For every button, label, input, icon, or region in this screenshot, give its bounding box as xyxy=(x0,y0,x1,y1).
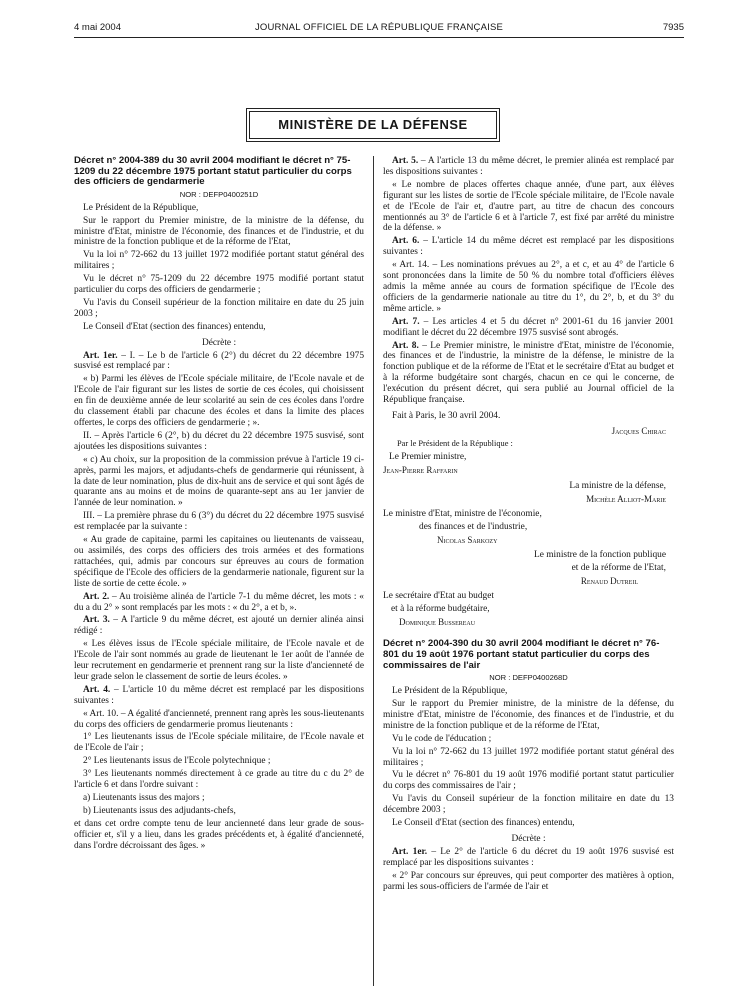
article-4 xyxy=(74,685,364,707)
decree2-para: Le Président de la République, xyxy=(392,686,508,697)
journal-title: JOURNAL OFFICIEL DE LA RÉPUBLIQUE FRANÇAISE xyxy=(254,22,504,33)
decree2-title: Décret n° 2004-390 du 30 avril 2004 modifiant le décret n° 76-801 du 19 août 1976 portant statut particulier du corps des commissaires de l'air xyxy=(383,638,660,671)
fp-name: Renaud Dutreil xyxy=(580,575,638,586)
economy-name: Nicolas Sarkozy xyxy=(437,535,498,546)
column-divider xyxy=(373,156,374,986)
decree1-decrete: Décrète : xyxy=(201,337,237,348)
article-6-label: Art. 6. xyxy=(392,236,420,247)
ministry-box xyxy=(246,108,500,142)
article-2 xyxy=(74,592,364,614)
article-5-label: Art. 5. xyxy=(392,156,419,166)
article-4-item: 3° Les lieutenants nommés directement à ce grade au titre du c du 2° de l'article 6 et dans l'ordre suivant : xyxy=(74,769,364,791)
article-1-section-iii: III. – La première phrase du 6 (3°) du décret du 22 décembre 1975 susvisé est remplacée par la suivante : xyxy=(74,511,364,533)
article-7 xyxy=(383,317,674,339)
fp-role-1: Le ministre de la fonction publique xyxy=(534,550,666,560)
economy-role-2: des finances et de l'industrie, xyxy=(419,522,528,533)
article-1-label: Art. 1er. xyxy=(83,350,118,361)
article-4-quote: « Art. 10. – A égalité d'ancienneté, prennent rang après les sous-lieutenants du corps des officiers de gendarmerie promus lieutenants : xyxy=(74,708,364,730)
fait-a-paris: Fait à Paris, le 30 avril 2004. xyxy=(392,410,501,421)
article-3-quote: « Les élèves issus de l'Ecole spéciale militaire, de l'Ecole navale et de l'Ecole de l'air sont nommés au grade de lieutenant le 1er août de l'année de leur recrutement en gendarmerie et prennent rang sur la liste d'ancienneté de leur grade selon le classement de sortie de leurs écoles. » xyxy=(74,639,364,682)
right-column xyxy=(383,156,674,895)
decree1-title: Décret n° 2004-389 du 30 avril 2004 modifiant le décret n° 75-1209 du 22 décembre 1975 portant statut particulier du corps des officiers de gendarmerie xyxy=(74,155,352,188)
article-4-label: Art. 4. xyxy=(83,684,111,695)
decree1-nor: NOR : DEFP0400251D xyxy=(179,189,259,199)
decree2-para: Vu la loi n° 72-662 du 13 juillet 1972 modifiée portant statut général des militaires ; xyxy=(383,746,674,768)
article-6 xyxy=(383,236,674,258)
decree1-para: Le Conseil d'Etat (section des finances) entendu, xyxy=(83,321,266,332)
article-4-text: – L'article 10 du même décret est remplacé par les dispositions suivantes : xyxy=(74,684,364,706)
decree1-para: Vu le décret n° 75-1209 du 22 décembre 1975 modifié portant statut particulier du corps des officiers de gendarmerie ; xyxy=(74,274,364,296)
decree1-para: Le Président de la République, xyxy=(83,202,199,213)
defense-name: Michèle Alliot-Marie xyxy=(586,494,666,505)
defense-role: La ministre de la défense, xyxy=(569,481,666,492)
article-5-text: – A l'article 13 du même décret, le premier alinéa est remplacé par les dispositions suivantes : xyxy=(383,156,674,177)
article-1-text: – I. – Le b de l'article 6 (2°) du décret du 22 décembre 1975 susvisé est remplacé par : xyxy=(74,350,365,372)
decree2-para: Sur le rapport du Premier ministre, de la ministre de la défense, du ministre d'Etat, ministre de l'économie, des finances et de l'industrie, et du ministre de la fonction publique et de la réforme de l'Etat, xyxy=(383,699,674,731)
decree2-article-1 xyxy=(383,847,674,869)
decree2-nor: NOR : DEFP0400268D xyxy=(489,673,568,683)
article-7-text: – Les articles 4 et 5 du décret n° 2001-61 du 16 janvier 2001 modifiant le décret du 22 décembre 1975 susvisé sont abrogés. xyxy=(383,316,674,338)
decree2-article-1-text: – Le 2° de l'article 6 du décret du 19 août 1976 susvisé est remplacé par les dispositions suivantes : xyxy=(383,846,674,868)
article-4-item: 1° Les lieutenants issus de l'Ecole spéciale militaire, de l'Ecole navale et de l'Ecole de l'air ; xyxy=(74,732,364,754)
article-8-label: Art. 8. xyxy=(392,340,419,351)
article-8 xyxy=(383,341,674,406)
left-column xyxy=(74,156,364,854)
article-1-section-ii: II. – Après l'article 6 (2°, b) du décret du 22 décembre 1975 susvisé, sont ajoutées les dispositions suivantes : xyxy=(74,430,364,452)
issue-date: 4 mai 2004 xyxy=(74,22,122,33)
decree1-para: Vu l'avis du Conseil supérieur de la fonction militaire en date du 25 juin 2003 ; xyxy=(74,297,364,319)
article-3 xyxy=(74,615,364,637)
pm-name: Jean-Pierre Raffarin xyxy=(383,464,458,475)
decree2-article-1-label: Art. 1er. xyxy=(392,846,428,857)
decree2-para: Le Conseil d'Etat (section des finances) entendu, xyxy=(392,818,575,829)
budget-role-1: Le secrétaire d'Etat au budget xyxy=(383,590,495,601)
article-6-quote: « Art. 14. – Les nominations prévues au 2°, a et c, et au 4° de l'article 6 sont prononcées dans la limite de 50 % du nombre total d'officiers élèves admis la même année au cours de formation spécifique de l'Ecole des officiers de la gendarmerie nationale au titre du 1°, du 2°, b, et du 3° du même article. » xyxy=(383,260,674,314)
page-number: 7935 xyxy=(662,22,684,33)
article-8-text: – Le Premier ministre, le ministre d'Etat, ministre de l'économie, des finances et de l'industrie, la ministre de la défense, le ministre de la fonction publique et de la réforme de l'Etat et le secrétaire d'Etat au budget et à la réforme budgétaire sont chargés, chacun en ce qui le concerne, de l'exécution du présent décret, qui sera publié au Journal officiel de la République française. xyxy=(383,340,674,406)
decree2-para: Vu le code de l'éducation ; xyxy=(392,733,492,744)
article-5-quote: « Le nombre de places offertes chaque année, d'une part, aux élèves figurant sur les listes de sortie de l'Ecole spéciale militaire, de l'Ecole navale et de l'Ecole de l'air et, d'autre part, au titre de chacun des concours mentionnés au 3° de l'article 6 et à l'article 7, est fixé par arrêté du ministre de la défense. » xyxy=(383,179,674,234)
pm-role: Le Premier ministre, xyxy=(389,451,467,462)
budget-name: Dominique Bussereau xyxy=(399,616,476,627)
decree2-para: Vu l'avis du Conseil supérieur de la fonction militaire en date du 13 décembre 2003 ; xyxy=(383,794,674,816)
article-6-text: – L'article 14 du même décret est remplacé par les dispositions suivantes : xyxy=(383,236,674,258)
budget-role-2: et à la réforme budgétaire, xyxy=(391,603,490,614)
signature-block xyxy=(383,426,674,628)
decree2-decrete: Décrète : xyxy=(511,834,546,844)
article-4-end: et dans cet ordre compte tenu de leur ancienneté dans leur grade de sous-officier et, s'il y a lieu, dans les grades précédents et, à égalité d'ancienneté, dans l'ordre décroissant des âges. » xyxy=(74,818,364,851)
article-3-text: – A l'article 9 du même décret, est ajouté un dernier alinéa ainsi rédigé : xyxy=(74,615,364,637)
article-3-label: Art. 3. xyxy=(83,615,110,626)
article-1 xyxy=(74,351,364,373)
header-rule xyxy=(74,37,684,38)
decree2-para: Vu le décret n° 76-801 du 19 août 1976 modifié portant statut particulier du corps des commissaires de l'air ; xyxy=(383,770,674,792)
article-2-label: Art. 2. xyxy=(83,591,110,602)
article-1-quote-c: « c) Au choix, sur la proposition de la commission prévue à l'article 19 ci-après, parmi les majors, et adjudants-chefs de gendarmerie qui réunissent, à la date de leur nomination, plus de dix-huit ans de service et qui sont âgés de quarante ans au moins et de moins de quarante-sept ans au 1er janvier de l'année de leur nomination. » xyxy=(74,454,364,509)
decree2-article-1-quote: « 2° Par concours sur épreuves, qui peut comporter des matières à option, parmi les sous-officiers de l'armée de l'air et xyxy=(383,870,674,892)
article-4-item: a) Lieutenants issus des majors ; xyxy=(83,793,205,803)
ministry-title: MINISTÈRE DE LA DÉFENSE xyxy=(249,111,497,139)
article-4-item: b) Lieutenants issus des adjudants-chefs, xyxy=(83,805,236,816)
par-le-president: Par le Président de la République : xyxy=(397,438,513,448)
signature-president: Jacques Chirac xyxy=(611,425,666,436)
article-1-quote-b: « b) Parmi les élèves de l'Ecole spéciale militaire, de l'Ecole navale et de l'Ecole de l'air figurant sur les listes de sortie de ces écoles, qui choisissent en fin de deuxième année de leur scolarité au sein de ces écoles dans l'ordre du classement établi par chacune des écoles et dans la limite des places offertes, le corps des officiers de gendarmerie ; ». xyxy=(74,374,364,428)
article-1-quote-capitaine: « Au grade de capitaine, parmi les capitaines ou lieutenants de vaisseau, ou assimilés, des corps des officiers des trois armées et des formations rattachées, qui, admis par concours sur épreuves au cours de formation spécifique de l'Ecole des officiers de la gendarmerie nationale, figurent sur la liste de sortie de cette école. » xyxy=(74,535,364,589)
decree1-para: Vu la loi n° 72-662 du 13 juillet 1972 modifiée portant statut général des militaires ; xyxy=(74,250,364,272)
article-7-label: Art. 7. xyxy=(392,316,420,327)
fp-role-2: et de la réforme de l'Etat, xyxy=(571,562,666,573)
article-4-item: 2° Les lieutenants issus de l'Ecole polytechnique ; xyxy=(83,756,271,767)
article-2-text: – Au troisième alinéa de l'article 7-1 du même décret, les mots : « du a du 2° » sont remplacés par les mots : « du 2°, a et b, ». xyxy=(74,591,364,613)
economy-role-1: Le ministre d'Etat, ministre de l'économie, xyxy=(383,509,542,520)
article-5 xyxy=(383,156,674,178)
decree1-para: Sur le rapport du Premier ministre, de la ministre de la défense, du ministre d'Etat, ministre de l'économie, des finances et de l'industrie, et du ministre de la fonction publique et de la réforme de l'Etat, xyxy=(74,215,364,248)
